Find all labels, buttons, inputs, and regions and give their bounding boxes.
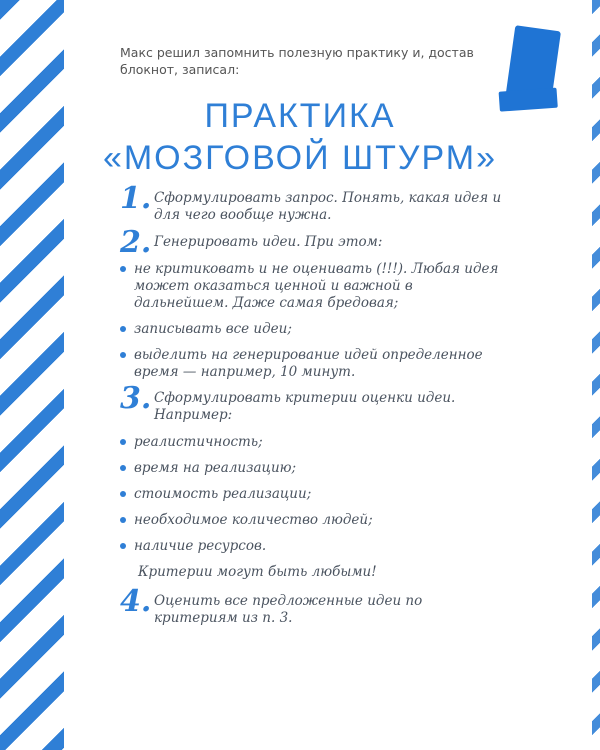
- step-text: Генерировать идеи. При этом:: [154, 234, 383, 250]
- bullet-text: выделить на генерирование идей определенное время — например, 10 минут.: [134, 347, 483, 380]
- step-3: [120, 381, 505, 424]
- list-item: [120, 321, 505, 338]
- step-4: [120, 584, 505, 627]
- bullet-dot: [120, 543, 126, 549]
- bullet-text: время на реализацию;: [134, 460, 297, 476]
- criteria-note: Критерии могут быть любыми!: [138, 564, 377, 580]
- step-2-bullets: [120, 261, 505, 381]
- step-number: 2.: [120, 225, 152, 260]
- step-text: Сформулировать запрос. Понять, какая идея и для чего вообще нужна.: [154, 190, 502, 223]
- striped-border-right: [592, 0, 600, 750]
- list-item: [120, 538, 505, 555]
- tape-decoration: [505, 25, 561, 106]
- list-item: [120, 512, 505, 529]
- step-3-bullets: [120, 434, 505, 555]
- bullet-dot: [120, 517, 126, 523]
- list-item: [120, 460, 505, 477]
- list-item: [120, 486, 505, 503]
- list-item: [120, 347, 505, 381]
- step-number: 1.: [120, 181, 152, 216]
- bullet-dot: [120, 491, 126, 497]
- bullet-text: необходимое количество людей;: [134, 512, 373, 528]
- bullet-text: наличие ресурсов.: [134, 538, 267, 554]
- bullet-text: не критиковать и не оценивать (!!!). Любая идея может оказаться ценной и важной в дальнейшем. Даже самая бредовая;: [134, 261, 499, 311]
- practice-steps: [120, 181, 505, 637]
- page-title: [40, 96, 560, 180]
- bullet-text: стоимость реализации;: [134, 486, 312, 502]
- bullet-text: записывать все идеи;: [134, 321, 292, 337]
- step-1: [120, 181, 505, 224]
- title-line-1: ПРАКТИКА: [204, 97, 396, 135]
- bullet-dot: [120, 266, 126, 272]
- bullet-dot: [120, 352, 126, 358]
- step-text: Сформулировать критерии оценки идеи. Например:: [154, 390, 456, 423]
- step-2: [120, 225, 505, 260]
- title-line-2: «МОЗГОВОЙ ШТУРМ»: [102, 139, 498, 177]
- bullet-dot: [120, 439, 126, 445]
- list-item: [120, 261, 505, 312]
- bullet-dot: [120, 326, 126, 332]
- step-number: 3.: [120, 381, 152, 416]
- step-text: Оценить все предложенные идеи по критериям из п. 3.: [154, 593, 423, 626]
- bullet-text: реалистичность;: [134, 434, 263, 450]
- list-item: [120, 434, 505, 451]
- intro-text: Макс решил запомнить полезную практику и, достав блокнот, записал:: [120, 45, 474, 77]
- step-number: 4.: [120, 584, 152, 619]
- bullet-dot: [120, 465, 126, 471]
